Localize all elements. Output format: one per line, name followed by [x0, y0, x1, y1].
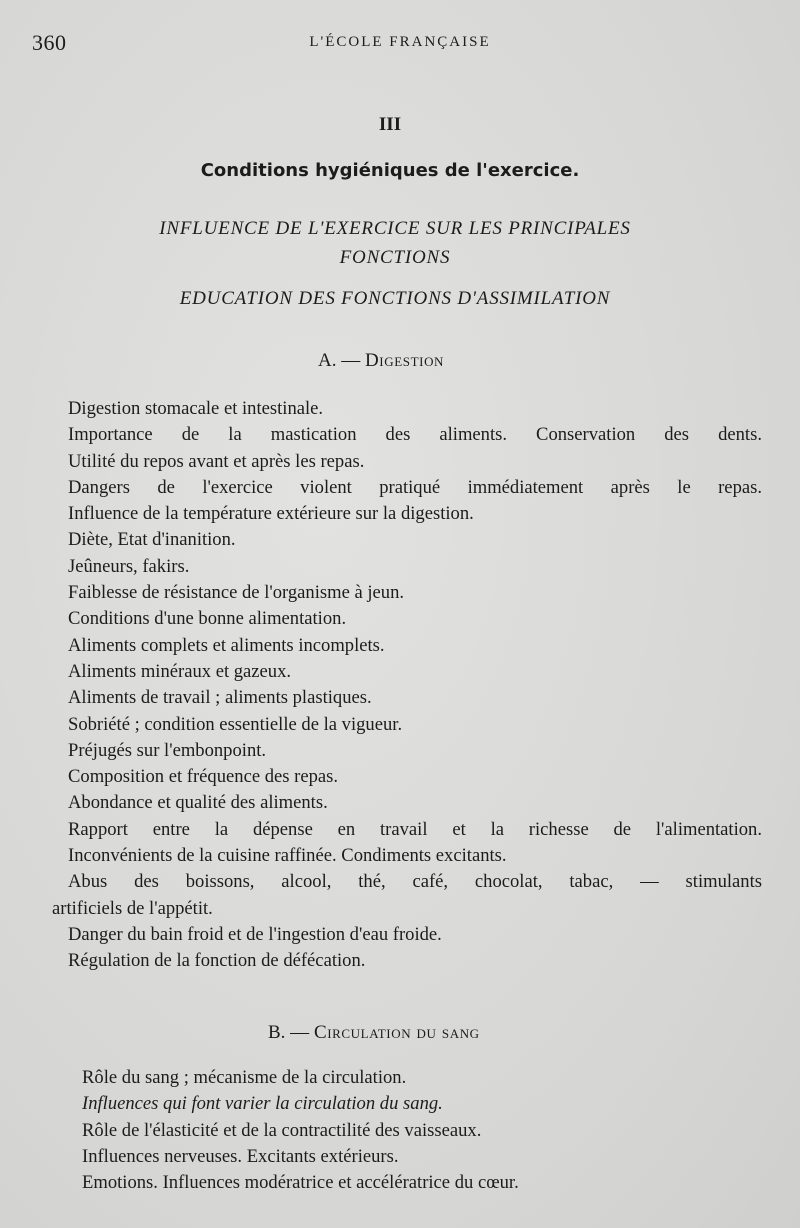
list-item: Utilité du repos avant et après les repas. — [68, 450, 365, 472]
list-item: Abus des boissons, alcool, thé, café, chocolat, tabac, — stimulants — [68, 871, 762, 893]
page-number: 360 — [32, 30, 67, 55]
subsection-a-heading — [318, 350, 444, 372]
list-item: Digestion stomacale et intestinale. — [68, 398, 324, 419]
list-item: Faiblesse de résistance de l'organisme à jeun. — [68, 582, 405, 604]
running-head: L'ÉCOLE FRANÇAISE — [309, 34, 491, 50]
list-item: Aliments complets et aliments incomplets. — [68, 634, 385, 656]
list-item: Composition et fréquence des repas. — [68, 766, 339, 788]
list-item: Conditions d'une bonne alimentation. — [68, 608, 347, 630]
list-item: Diète, Etat d'inanition. — [68, 529, 236, 551]
list-item: Sobriété ; condition essentielle de la vigueur. — [68, 713, 403, 735]
section-number: III — [378, 114, 402, 135]
list-item: Danger du bain froid et de l'ingestion d'eau froide. — [68, 923, 442, 945]
subsection-b-heading — [268, 1022, 480, 1044]
subsection-a-title: Digestion — [364, 350, 445, 371]
subsection-a-prefix: A. — — [318, 350, 365, 371]
list-item: Rapport entre la dépense en travail et la richesse de l'alimentation. — [68, 818, 762, 840]
circulation-list — [82, 1065, 762, 1196]
list-item: Rôle du sang ; mécanisme de la circulation. — [82, 1067, 407, 1088]
list-item: Influences nerveuses. Excitants extérieurs. — [82, 1145, 399, 1167]
list-item-continuation: artificiels de l'appétit. — [52, 897, 213, 919]
list-item: Jeûneurs, fakirs. — [68, 555, 190, 577]
list-item: Rôle de l'élasticité et de la contractilité des vaisseaux. — [82, 1119, 482, 1141]
list-item: Aliments de travail ; aliments plastiques. — [68, 687, 372, 709]
education-heading: EDUCATION DES FONCTIONS D'ASSIMILATION — [179, 288, 611, 309]
list-item: Dangers de l'exercice violent pratiqué immédiatement après le repas. — [68, 476, 762, 498]
list-item: Régulation de la fonction de défécation. — [68, 950, 366, 972]
section-title: Conditions hygiéniques de l'exercice. — [200, 160, 580, 181]
influence-heading-line1: INFLUENCE DE L'EXERCICE SUR LES PRINCIPALES — [159, 218, 631, 239]
list-item: Emotions. Influences modératrice et accélératrice du cœur. — [82, 1172, 519, 1194]
list-item: Aliments minéraux et gazeux. — [68, 660, 292, 682]
list-item: Influences qui font varier la circulation du sang. — [82, 1093, 443, 1115]
subsection-b-prefix: B. — — [268, 1022, 314, 1043]
subsection-b-title: Circulation du sang — [313, 1022, 480, 1043]
list-item: Abondance et qualité des aliments. — [68, 792, 328, 814]
list-item: Importance de la mastication des aliments. Conservation des dents. — [68, 424, 762, 446]
influence-heading-line2: FONCTIONS — [339, 247, 451, 268]
list-item: Préjugés sur l'embonpoint. — [68, 739, 267, 761]
list-item: Inconvénients de la cuisine raffinée. Condiments excitants. — [68, 845, 507, 867]
digestion-list — [52, 396, 762, 975]
list-item: Influence de la température extérieure sur la digestion. — [68, 503, 474, 525]
